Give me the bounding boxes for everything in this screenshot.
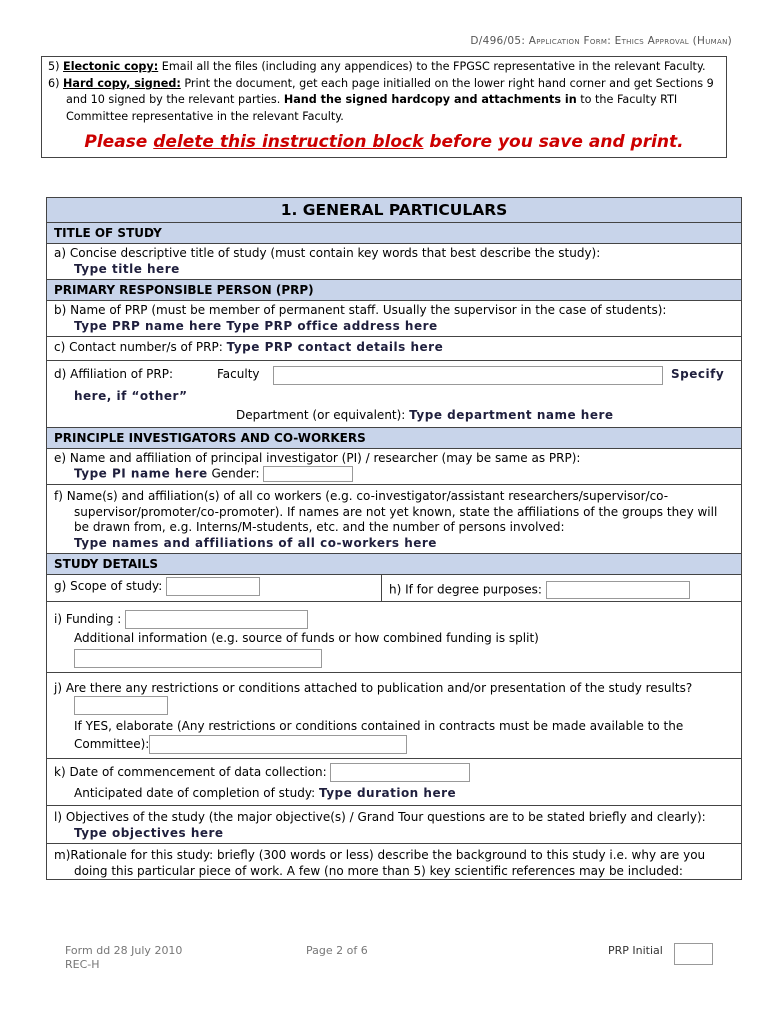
row-k: k) Date of commencement of data collection: Anticipated date of completion of study: Type duration here xyxy=(47,759,741,807)
form-code-header: D/496/05: Application Form: Ethics Approval (Human) xyxy=(470,35,732,47)
row-e: e) Name and affiliation of principal investigator (PI) / researcher (may be same as PRP): Type PI name here Gender: xyxy=(47,449,741,486)
gender-dropdown[interactable] xyxy=(263,466,353,482)
prp-name-input[interactable]: Type PRP name here Type PRP office address here xyxy=(74,318,438,333)
faculty-dropdown[interactable] xyxy=(273,366,663,385)
coworkers-input[interactable]: Type names and affiliations of all co-workers here xyxy=(74,535,437,550)
funding-dropdown[interactable] xyxy=(125,610,308,629)
row-f: f) Name(s) and affiliation(s) of all co workers (e.g. co-investigator/assistant researchers/supervisor/co-supervisor/promoter/co-promoter). If names are not yet known, state the affiliations of the groups they will be drawn from, e.g. Interns/M-students, etc. and the number of persons involved: Type names and affiliations of all co-workers here xyxy=(47,485,741,554)
restrictions-dropdown[interactable] xyxy=(74,696,168,715)
objectives-input[interactable]: Type objectives here xyxy=(74,825,224,840)
row-b: b) Name of PRP (must be member of permanent staff. Usually the supervisor in the case of students): Type PRP name here Type PRP office address here xyxy=(47,301,741,337)
scope-dropdown[interactable] xyxy=(166,577,260,596)
pi-name-input[interactable]: Type PI name here xyxy=(74,466,208,481)
prp-initial-box[interactable] xyxy=(674,943,713,965)
row-j: j) Are there any restrictions or conditions attached to publication and/or presentation of the study results? If YES, elaborate (Any restrictions or conditions contained in contracts must be made available to the Committee): xyxy=(47,673,741,759)
restrictions-elaborate-input[interactable] xyxy=(149,735,407,754)
prp-contact-input[interactable]: Type PRP contact details here xyxy=(226,340,444,354)
funding-info-input[interactable] xyxy=(74,649,322,668)
section-title: 1. GENERAL PARTICULARS xyxy=(47,198,741,223)
page-number: Page 2 of 6 xyxy=(306,944,368,957)
row-c: c) Contact number/s of PRP: Type PRP contact details here xyxy=(47,337,741,361)
investigators-heading: PRINCIPLE INVESTIGATORS AND CO-WORKERS xyxy=(47,428,741,449)
delete-instruction-warning: Please delete this instruction block before you save and print. xyxy=(84,132,684,152)
title-of-study-heading: TITLE OF STUDY xyxy=(47,223,741,244)
department-input[interactable]: Type department name here xyxy=(409,408,614,422)
instruction-item-5: 5) Electonic copy: Email all the files (including any appendices) to the FPGSC representative in the relevant Faculty. xyxy=(48,60,706,73)
degree-dropdown[interactable] xyxy=(546,581,690,599)
prp-initial-label: PRP Initial xyxy=(608,944,663,957)
row-d: d) Affiliation of PRP: Faculty Specify here, if “other” Department (or equivalent): Type department name here xyxy=(47,361,741,428)
specify-other: here, if “other” xyxy=(74,388,188,403)
general-particulars-table xyxy=(46,197,742,880)
instruction-item-6: 6) Hard copy, signed: Print the document, get each page initialled on the lower right hand corner and get Sections 9 and 10 signed by the relevant parties. Hand the signed hardcopy and attachments in to the Faculty RTI Committee representative in the relevant Faculty. xyxy=(48,76,714,123)
prp-heading: PRIMARY RESPONSIBLE PERSON (PRP) xyxy=(47,280,741,301)
instruction-block xyxy=(41,56,727,158)
study-details-heading: STUDY DETAILS xyxy=(47,554,741,575)
row-i: i) Funding : Additional information (e.g. source of funds or how combined funding is split) xyxy=(47,602,741,673)
title-input[interactable]: Type title here xyxy=(74,261,180,276)
duration-input[interactable]: Type duration here xyxy=(318,785,457,800)
row-g-h: g) Scope of study: h) If for degree purposes: xyxy=(47,575,741,602)
row-m: m)Rationale for this study: briefly (300 words or less) describe the background to this study i.e. why are you doing this particular piece of work. A few (no more than 5) key scientific references may be included: xyxy=(54,848,706,878)
row-a: a) Concise descriptive title of study (must contain key words that best describe the study): Type title here xyxy=(47,244,741,280)
commencement-date-input[interactable] xyxy=(330,763,470,782)
row-l: l) Objectives of the study (the major objective(s) / Grand Tour questions are to be stated briefly and clearly): Type objectives here xyxy=(47,806,741,844)
